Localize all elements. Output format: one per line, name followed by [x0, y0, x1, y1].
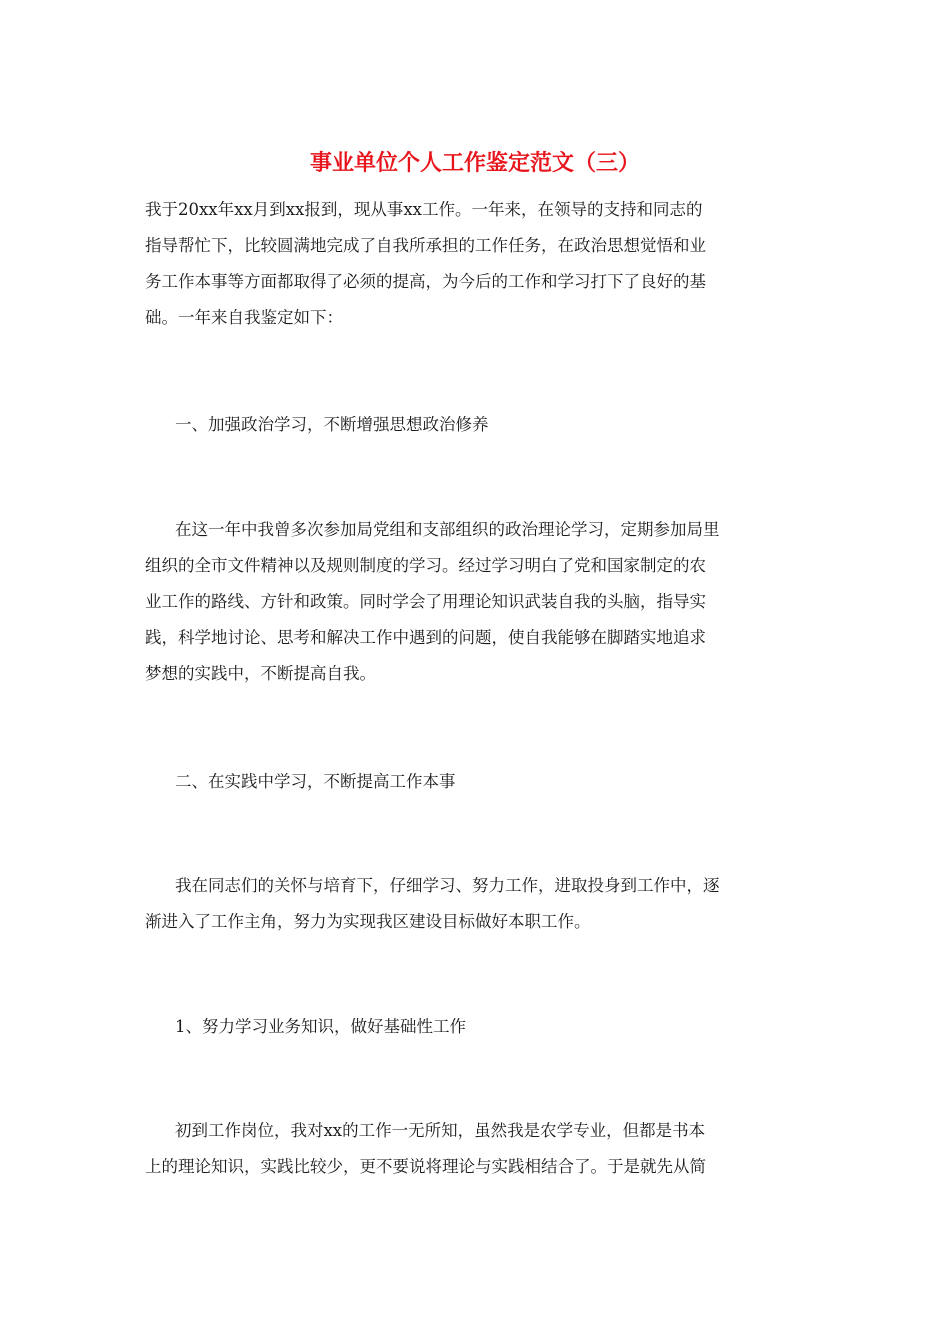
subsection-heading-text: 1、努力学习业务知识，做好基础性工作: [175, 1017, 466, 1036]
subsection-heading-1: [145, 1009, 810, 1045]
section-2-paragraph: [145, 868, 810, 940]
paragraph-line: 梦想的实践中，不断提高自我。: [145, 664, 376, 683]
paragraph-line: 践，科学地讨论、思考和解决工作中遇到的问题，使自我能够在脚踏实地追求: [145, 628, 706, 647]
section-heading-1: [145, 407, 810, 443]
intro-paragraph: [145, 192, 810, 336]
paragraph-line: 业工作的路线、方针和政策。同时学会了用理论知识武装自我的头脑，指导实: [145, 592, 706, 611]
section-1-paragraph: [145, 512, 810, 692]
paragraph-line: 渐进入了工作主角，努力为实现我区建设目标做好本职工作。: [145, 912, 591, 931]
paragraph-line: 础。一年来自我鉴定如下：: [145, 308, 343, 327]
paragraph-line: 指导帮忙下，比较圆满地完成了自我所承担的工作任务，在政治思想觉悟和业: [145, 236, 706, 255]
document-title: 事业单位个人工作鉴定范文（三）: [309, 150, 640, 176]
paragraph-line: 我于20xx年xx月到xx报到，现从事xx工作。一年来，在领导的支持和同志的: [145, 200, 703, 219]
section-heading-text: 二、在实践中学习，不断提高工作本事: [175, 772, 456, 791]
section-heading-2: [145, 764, 810, 800]
paragraph-line: 务工作本事等方面都取得了必须的提高，为今后的工作和学习打下了良好的基: [145, 272, 706, 291]
paragraph-line: 上的理论知识，实践比较少，更不要说将理论与实践相结合了。于是就先从简: [145, 1157, 706, 1176]
paragraph-line: 在这一年中我曾多次参加局党组和支部组织的政治理论学习，定期参加局里: [175, 520, 720, 539]
subsection-1-paragraph: [145, 1113, 810, 1185]
paragraph-line: 我在同志们的关怀与培育下，仔细学习、努力工作，进取投身到工作中，逐: [175, 876, 720, 895]
paragraph-line: 初到工作岗位，我对xx的工作一无所知，虽然我是农学专业，但都是书本: [175, 1121, 706, 1140]
section-heading-text: 一、加强政治学习，不断增强思想政治修养: [175, 415, 489, 434]
paragraph-line: 组织的全市文件精神以及规则制度的学习。经过学习明白了党和国家制定的农: [145, 556, 706, 575]
